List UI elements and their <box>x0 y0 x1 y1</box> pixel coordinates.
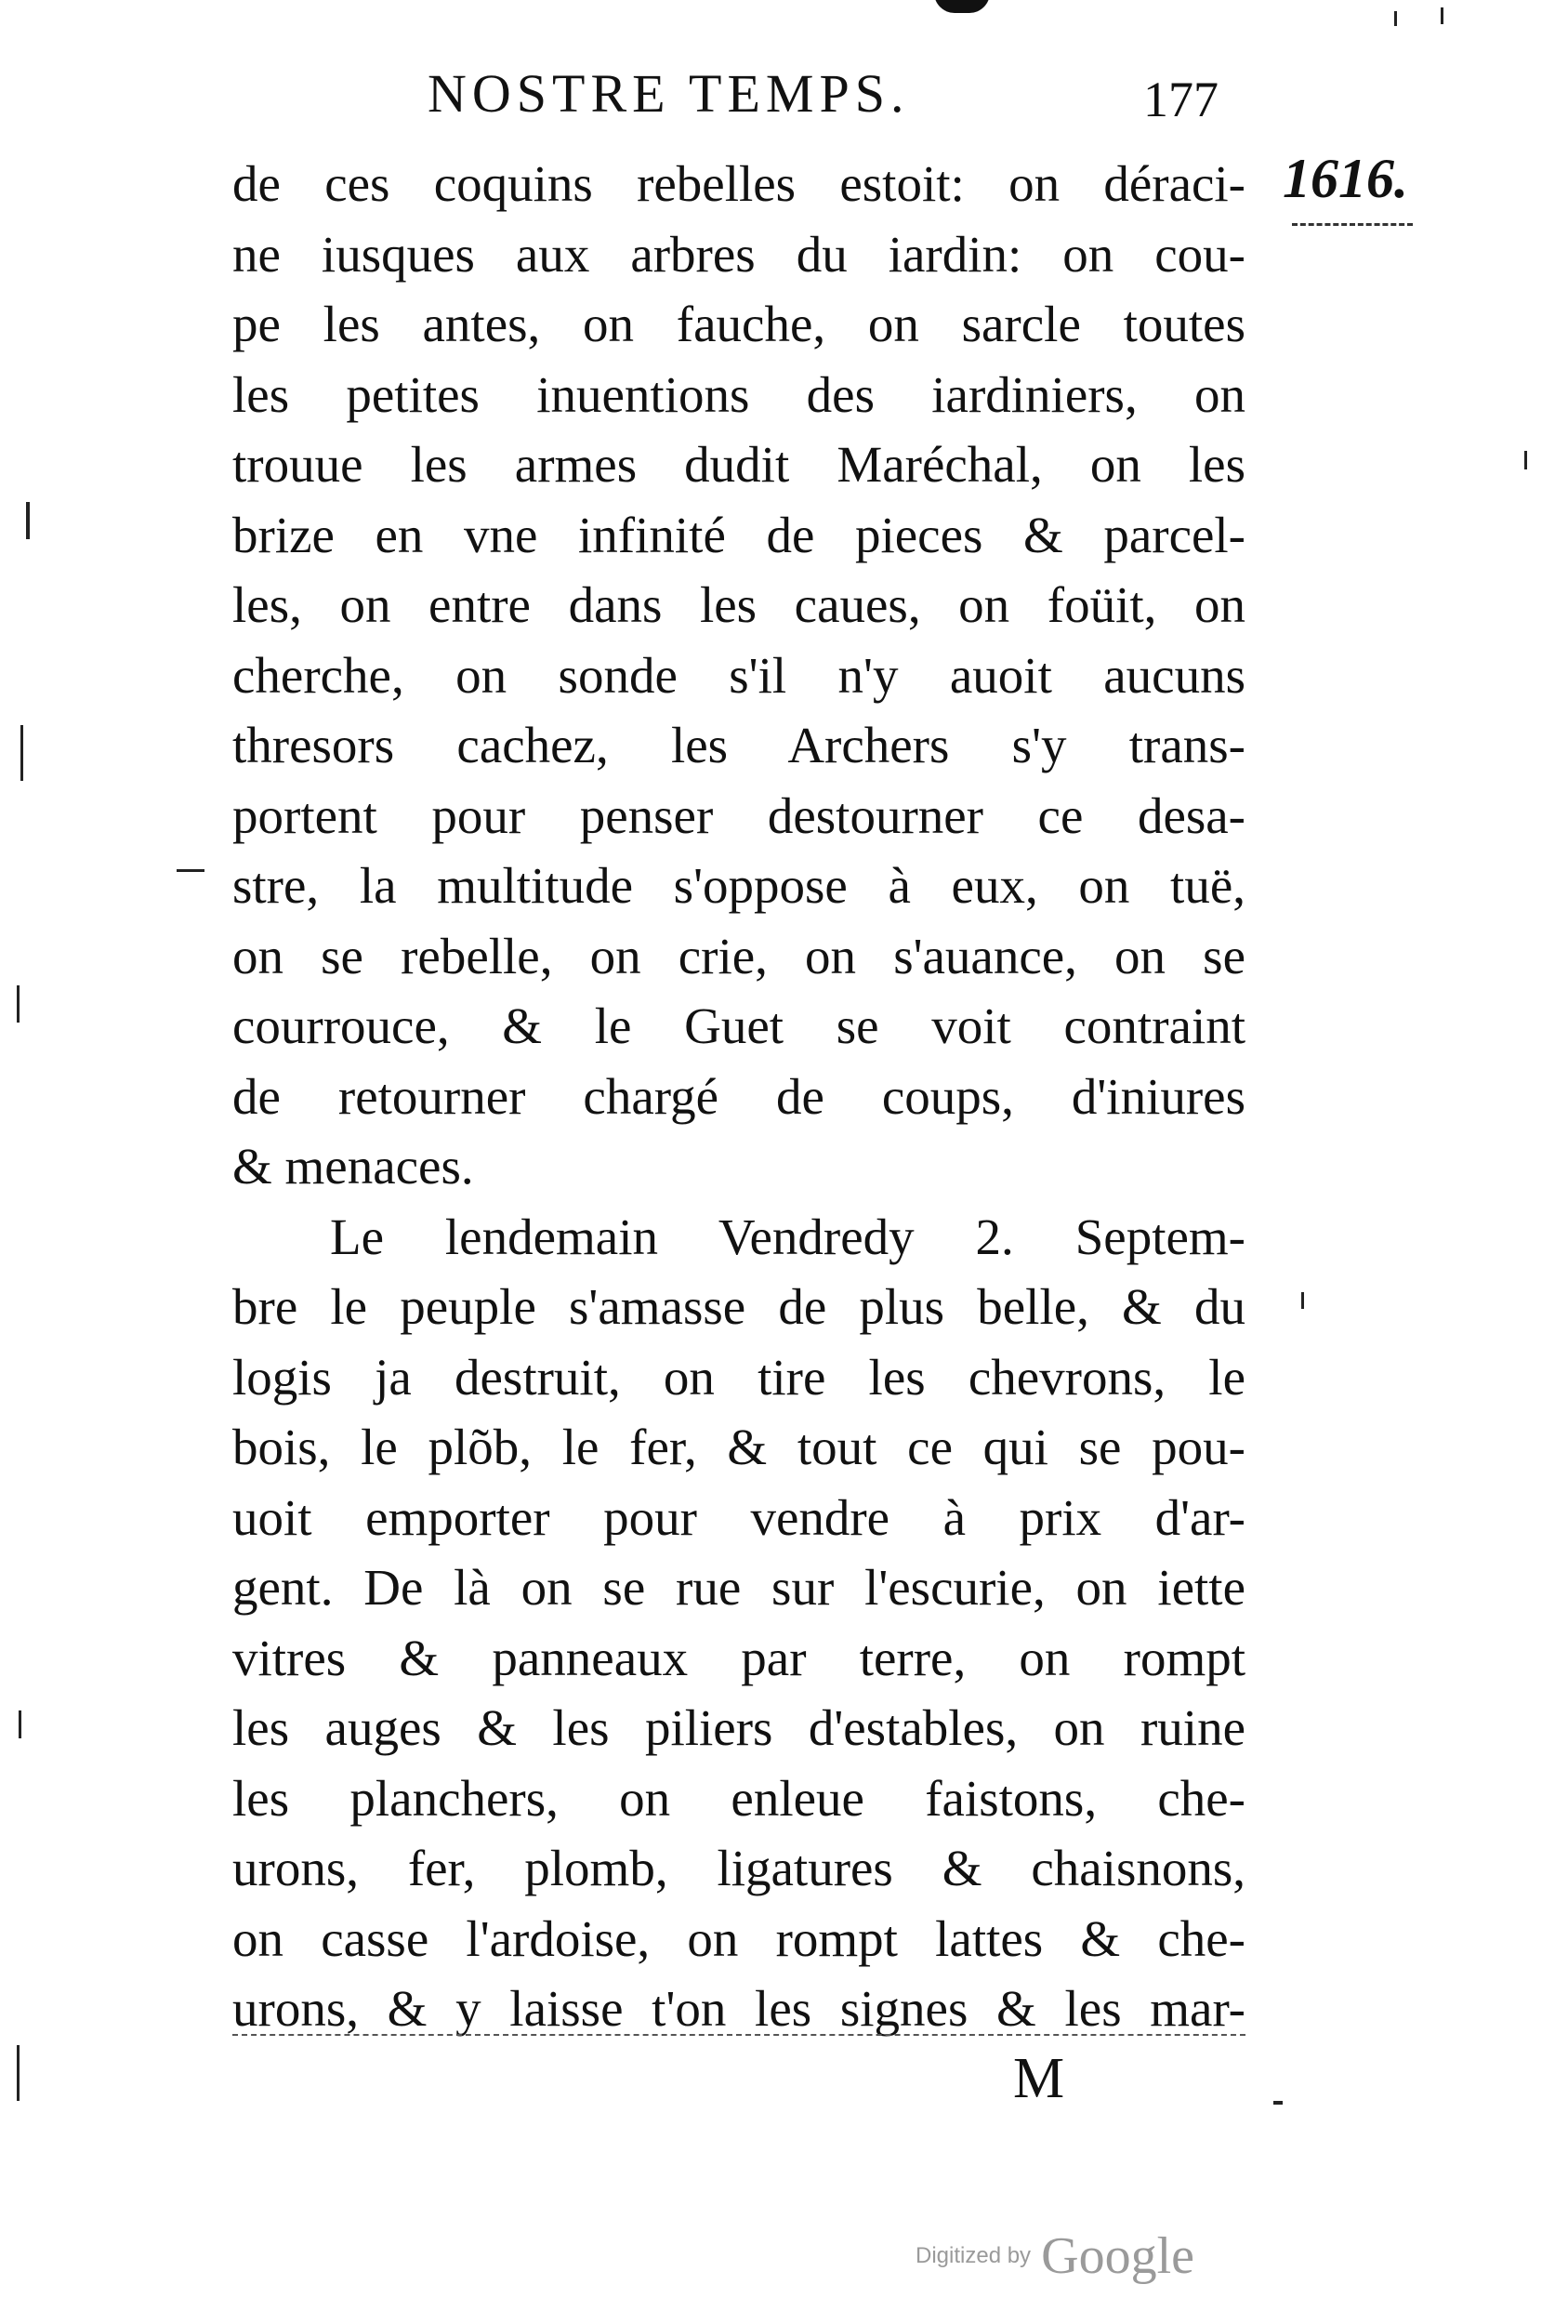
text-line: brize en vne infinité de pieces & parcel- <box>232 506 1245 563</box>
text-line: ne iusques aux arbres du iardin: on cou- <box>232 225 1245 283</box>
text-line: portent pour penser destourner ce desa- <box>232 786 1245 844</box>
text-line: logis ja destruit, on tire les chevrons, le <box>232 1348 1245 1406</box>
text-line: thresors cachez, les Archers s'y trans- <box>232 717 1245 773</box>
text-line: courrouce, & le Guet se voit contraint <box>232 997 1245 1054</box>
margin-speck <box>17 2045 20 2101</box>
signature-mark: M <box>1013 2047 1065 2110</box>
text-line: urons, & y laisse t'on les signes & les mar- <box>232 1980 1245 2037</box>
margin-speck <box>1441 7 1443 24</box>
text-line: stre, la multitude s'oppose à eux, on tuë, <box>232 857 1245 914</box>
text-line: on casse l'ardoise, on rompt lattes & che- <box>232 1909 1245 1967</box>
text-line: les auges & les piliers d'estables, on ruine <box>232 1699 1245 1756</box>
margin-speck <box>17 985 20 1023</box>
margin-speck <box>26 502 30 539</box>
text-line: bre le peuple s'amasse de plus belle, & du <box>232 1278 1245 1335</box>
text-line: vitres & panneaux par terre, on rompt <box>232 1629 1245 1686</box>
text-line: de retourner chargé de coups, d'iniures <box>232 1067 1245 1125</box>
digitized-watermark <box>916 2226 1194 2286</box>
bottom-rule <box>232 2034 1245 2036</box>
running-head: NOSTRE TEMPS. <box>428 63 910 124</box>
google-logo: Google <box>1041 2227 1195 2285</box>
paragraph-start: Le lendemain Vendredy 2. Septem- <box>330 1208 1245 1265</box>
text-line: les planchers, on enleue faistons, che- <box>232 1769 1245 1827</box>
margin-year: 1616. <box>1283 148 1408 209</box>
margin-speck <box>1524 451 1527 469</box>
text-line: on se rebelle, on crie, on s'auance, on se <box>232 927 1245 984</box>
text-line: les, on entre dans les caues, on foüit, on <box>232 576 1245 633</box>
text-line: & menaces. <box>232 1138 474 1195</box>
body-text <box>232 149 1245 2044</box>
text-line: les petites inuentions des iardiniers, on <box>232 365 1245 423</box>
margin-speck <box>1301 1292 1304 1309</box>
text-line: pe les antes, on fauche, on sarcle toutes <box>232 296 1245 352</box>
ink-blot <box>934 0 990 13</box>
text-line: gent. De là on se rue sur l'escurie, on iette <box>232 1559 1245 1616</box>
margin-speck <box>1273 2101 1283 2105</box>
margin-speck <box>1394 11 1397 26</box>
text-line: de ces coquins rebelles estoit: on déraci- <box>232 155 1245 212</box>
text-line: trouue les armes dudit Maréchal, on les <box>232 436 1245 493</box>
digitized-by-label: Digitized by <box>916 2243 1032 2268</box>
margin-rule <box>1292 223 1413 226</box>
text-line: urons, fer, plomb, ligatures & chaisnons, <box>232 1840 1245 1896</box>
margin-speck <box>177 869 204 872</box>
page-number: 177 <box>1143 72 1219 127</box>
text-line: cherche, on sonde s'il n'y auoit aucuns <box>232 646 1245 704</box>
text-line: bois, le plõb, le fer, & tout ce qui se pou- <box>232 1419 1245 1475</box>
margin-speck <box>20 725 23 781</box>
margin-speck <box>19 1710 21 1738</box>
text-line: uoit emporter pour vendre à prix d'ar- <box>232 1488 1245 1546</box>
